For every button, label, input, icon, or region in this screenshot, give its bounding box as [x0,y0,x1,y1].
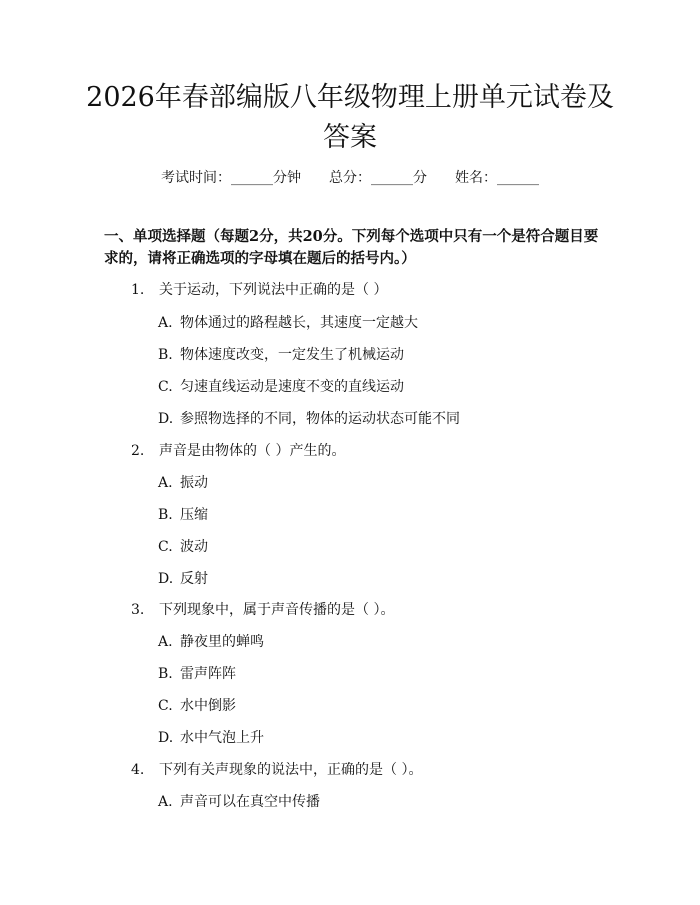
option-letter: B. [158,507,173,523]
option-item [158,377,404,397]
option-text: 水中气泡上升 [180,730,264,746]
total-score-field: 总分：______分 [329,170,427,186]
question-text: 下列现象中，属于声音传播的是（ ）。 [159,602,395,618]
option-text: 雷声阵阵 [180,666,236,682]
question-number: 1. [131,282,145,298]
option-item [158,632,264,652]
option-letter: A. [158,315,173,331]
section-heading: 一、单项选择题（每题2分，共20分。下列每个选项中只有一个是符合题目要求的，请将正确选项的字母填在题后的括号内。） [104,228,599,267]
option-item [158,696,236,716]
exam-time-field: 考试时间：______分钟 [161,170,301,186]
option-letter: D. [158,411,174,427]
option-item [158,728,264,748]
question-text: 下列有关声现象的说法中，正确的是（ ）。 [159,762,423,778]
option-letter: C. [158,698,173,714]
option-text: 水中倒影 [180,698,236,714]
question-item [131,760,422,780]
option-letter: A. [158,475,173,491]
option-item [158,409,460,429]
option-text: 压缩 [180,507,208,523]
question-text: 关于运动，下列说法中正确的是（ ） [159,282,388,298]
option-letter: B. [158,666,173,682]
page-title: 2026年春部编版八年级物理上册单元试卷及答案 [86,82,614,153]
option-letter: C. [158,379,173,395]
option-letter: A. [158,794,173,810]
option-text: 匀速直线运动是速度不变的直线运动 [180,379,404,395]
exam-info [0,168,700,188]
question-text: 声音是由物体的（ ）产生的。 [159,443,346,459]
option-letter: B. [158,347,173,363]
option-item [158,537,208,557]
option-item [158,792,320,812]
question-item [131,600,394,620]
option-item [158,345,404,365]
option-text: 物体通过的路程越长，其速度一定越大 [180,315,418,331]
option-text: 参照物选择的不同，物体的运动状态可能不同 [180,411,460,427]
option-text: 振动 [180,475,208,491]
option-item [158,313,418,333]
option-text: 波动 [180,539,208,555]
option-text: 反射 [180,571,208,587]
option-letter: D. [158,730,174,746]
option-item [158,473,208,493]
question-number: 2. [131,443,145,459]
question-item [131,280,387,300]
option-item [158,569,208,589]
option-text: 物体速度改变，一定发生了机械运动 [180,347,404,363]
option-item [158,664,236,684]
option-text: 声音可以在真空中传播 [180,794,320,810]
student-name-field: 姓名：______ [455,170,539,186]
option-letter: C. [158,539,173,555]
question-number: 4. [131,762,145,778]
option-item [158,505,208,525]
question-item [131,441,345,461]
option-text: 静夜里的蝉鸣 [180,634,264,650]
option-letter: D. [158,571,174,587]
option-letter: A. [158,634,173,650]
question-number: 3. [131,602,145,618]
